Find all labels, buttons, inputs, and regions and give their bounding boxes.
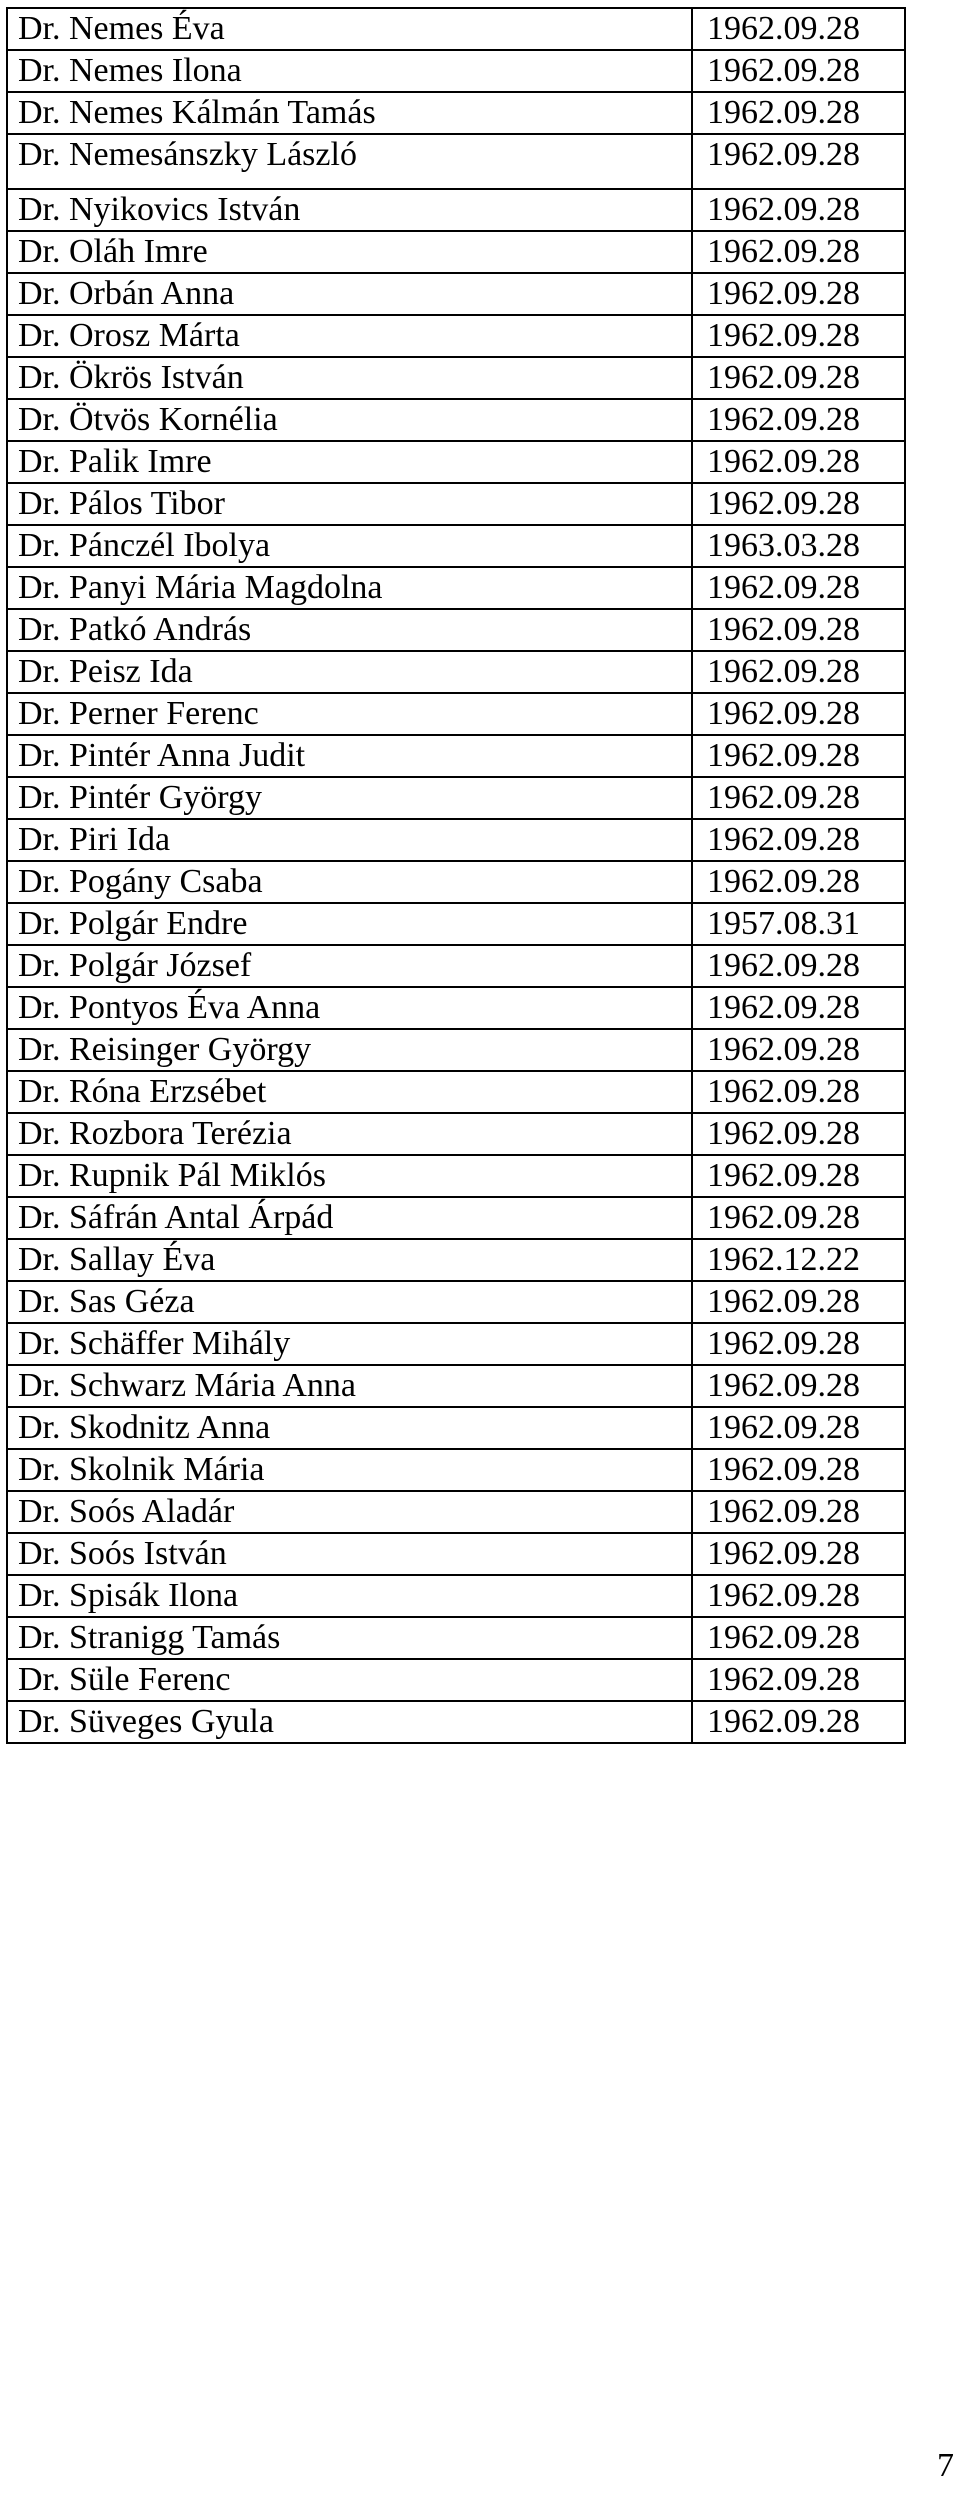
date-value: 1962.09.28 [692,273,905,315]
person-name: Dr. Pintér Anna Judit [7,735,692,777]
person-name: Dr. Skodnitz Anna [7,1407,692,1449]
table-row [7,525,905,567]
table-row [7,483,905,525]
table-row [7,609,905,651]
date-value: 1962.09.28 [692,567,905,609]
table-row [7,651,905,693]
table-row [7,861,905,903]
table-row [7,945,905,987]
date-value: 1962.09.28 [692,1323,905,1365]
page-number: 7 [937,2447,954,2484]
date-value: 1962.09.28 [692,1071,905,1113]
person-name: Dr. Pálos Tibor [7,483,692,525]
table-row [7,273,905,315]
date-value: 1962.09.28 [692,651,905,693]
table-row [7,1701,905,1743]
table-row [7,231,905,273]
table-row [7,693,905,735]
date-value: 1962.09.28 [692,1029,905,1071]
date-value: 1962.09.28 [692,441,905,483]
date-value: 1962.09.28 [692,1155,905,1197]
date-value: 1962.12.22 [692,1239,905,1281]
person-name: Dr. Rozbora Terézia [7,1113,692,1155]
date-value: 1957.08.31 [692,903,905,945]
person-name: Dr. Sas Géza [7,1281,692,1323]
date-value: 1962.09.28 [692,189,905,231]
table-row [7,8,905,50]
date-value: 1962.09.28 [692,1365,905,1407]
table-row [7,1029,905,1071]
person-name: Dr. Polgár József [7,945,692,987]
table-row [7,1197,905,1239]
person-name: Dr. Sallay Éva [7,1239,692,1281]
date-value: 1962.09.28 [692,92,905,134]
person-name: Dr. Nemes Kálmán Tamás [7,92,692,134]
person-name: Dr. Rupnik Pál Miklós [7,1155,692,1197]
person-name: Dr. Peisz Ida [7,651,692,693]
date-value: 1962.09.28 [692,819,905,861]
table-row [7,819,905,861]
date-value: 1962.09.28 [692,987,905,1029]
table-row [7,1533,905,1575]
date-value: 1962.09.28 [692,693,905,735]
table-row [7,1365,905,1407]
date-value: 1962.09.28 [692,134,905,189]
table-row [7,50,905,92]
date-value: 1962.09.28 [692,1659,905,1701]
table-row [7,92,905,134]
table-row [7,315,905,357]
person-name: Dr. Schwarz Mária Anna [7,1365,692,1407]
date-value: 1962.09.28 [692,1113,905,1155]
date-value: 1962.09.28 [692,1575,905,1617]
date-value: 1962.09.28 [692,231,905,273]
table-row [7,1155,905,1197]
date-value: 1962.09.28 [692,735,905,777]
date-value: 1962.09.28 [692,1407,905,1449]
person-name: Dr. Süle Ferenc [7,1659,692,1701]
person-name: Dr. Nemes Éva [7,8,692,50]
date-value: 1962.09.28 [692,1533,905,1575]
date-value: 1962.09.28 [692,315,905,357]
table-row [7,1071,905,1113]
person-name: Dr. Pintér György [7,777,692,819]
date-value: 1962.09.28 [692,777,905,819]
table-row [7,735,905,777]
date-value: 1962.09.28 [692,50,905,92]
person-name: Dr. Patkó András [7,609,692,651]
table-row [7,1449,905,1491]
person-name: Dr. Soós István [7,1533,692,1575]
person-name: Dr. Skolnik Mária [7,1449,692,1491]
person-name: Dr. Piri Ida [7,819,692,861]
person-name: Dr. Nemes Ilona [7,50,692,92]
table-row [7,1281,905,1323]
person-name: Dr. Soós Aladár [7,1491,692,1533]
date-value: 1962.09.28 [692,1281,905,1323]
person-name: Dr. Orosz Márta [7,315,692,357]
table-row [7,1323,905,1365]
person-name: Dr. Süveges Gyula [7,1701,692,1743]
person-name: Dr. Palik Imre [7,441,692,483]
date-value: 1962.09.28 [692,357,905,399]
table-row [7,357,905,399]
date-value: 1962.09.28 [692,1617,905,1659]
table-row [7,1617,905,1659]
table-body [7,8,905,1743]
table-row [7,1575,905,1617]
name-date-table [6,7,906,1744]
table-row [7,1113,905,1155]
table-row [7,1659,905,1701]
date-value: 1962.09.28 [692,399,905,441]
person-name: Dr. Spisák Ilona [7,1575,692,1617]
date-value: 1962.09.28 [692,8,905,50]
person-name: Dr. Ökrös István [7,357,692,399]
person-name: Dr. Pogány Csaba [7,861,692,903]
date-value: 1963.03.28 [692,525,905,567]
table-row [7,1407,905,1449]
date-value: 1962.09.28 [692,1701,905,1743]
person-name: Dr. Orbán Anna [7,273,692,315]
date-value: 1962.09.28 [692,1491,905,1533]
person-name: Dr. Perner Ferenc [7,693,692,735]
person-name: Dr. Nyikovics István [7,189,692,231]
date-value: 1962.09.28 [692,609,905,651]
date-value: 1962.09.28 [692,1197,905,1239]
date-value: 1962.09.28 [692,861,905,903]
table-row [7,987,905,1029]
person-name: Dr. Polgár Endre [7,903,692,945]
table-row [7,1491,905,1533]
table-row [7,134,905,189]
person-name: Dr. Róna Erzsébet [7,1071,692,1113]
person-name: Dr. Ötvös Kornélia [7,399,692,441]
person-name: Dr. Stranigg Tamás [7,1617,692,1659]
table-row [7,189,905,231]
table-row [7,399,905,441]
table-row [7,1239,905,1281]
date-value: 1962.09.28 [692,1449,905,1491]
table-row [7,903,905,945]
person-name: Dr. Nemesánszky László [7,134,692,189]
person-name: Dr. Pánczél Ibolya [7,525,692,567]
person-name: Dr. Reisinger György [7,1029,692,1071]
person-name: Dr. Schäffer Mihály [7,1323,692,1365]
date-value: 1962.09.28 [692,945,905,987]
table-row [7,777,905,819]
date-value: 1962.09.28 [692,483,905,525]
person-name: Dr. Pontyos Éva Anna [7,987,692,1029]
person-name: Dr. Panyi Mária Magdolna [7,567,692,609]
person-name: Dr. Oláh Imre [7,231,692,273]
table-row [7,567,905,609]
table-row [7,441,905,483]
person-name: Dr. Sáfrán Antal Árpád [7,1197,692,1239]
